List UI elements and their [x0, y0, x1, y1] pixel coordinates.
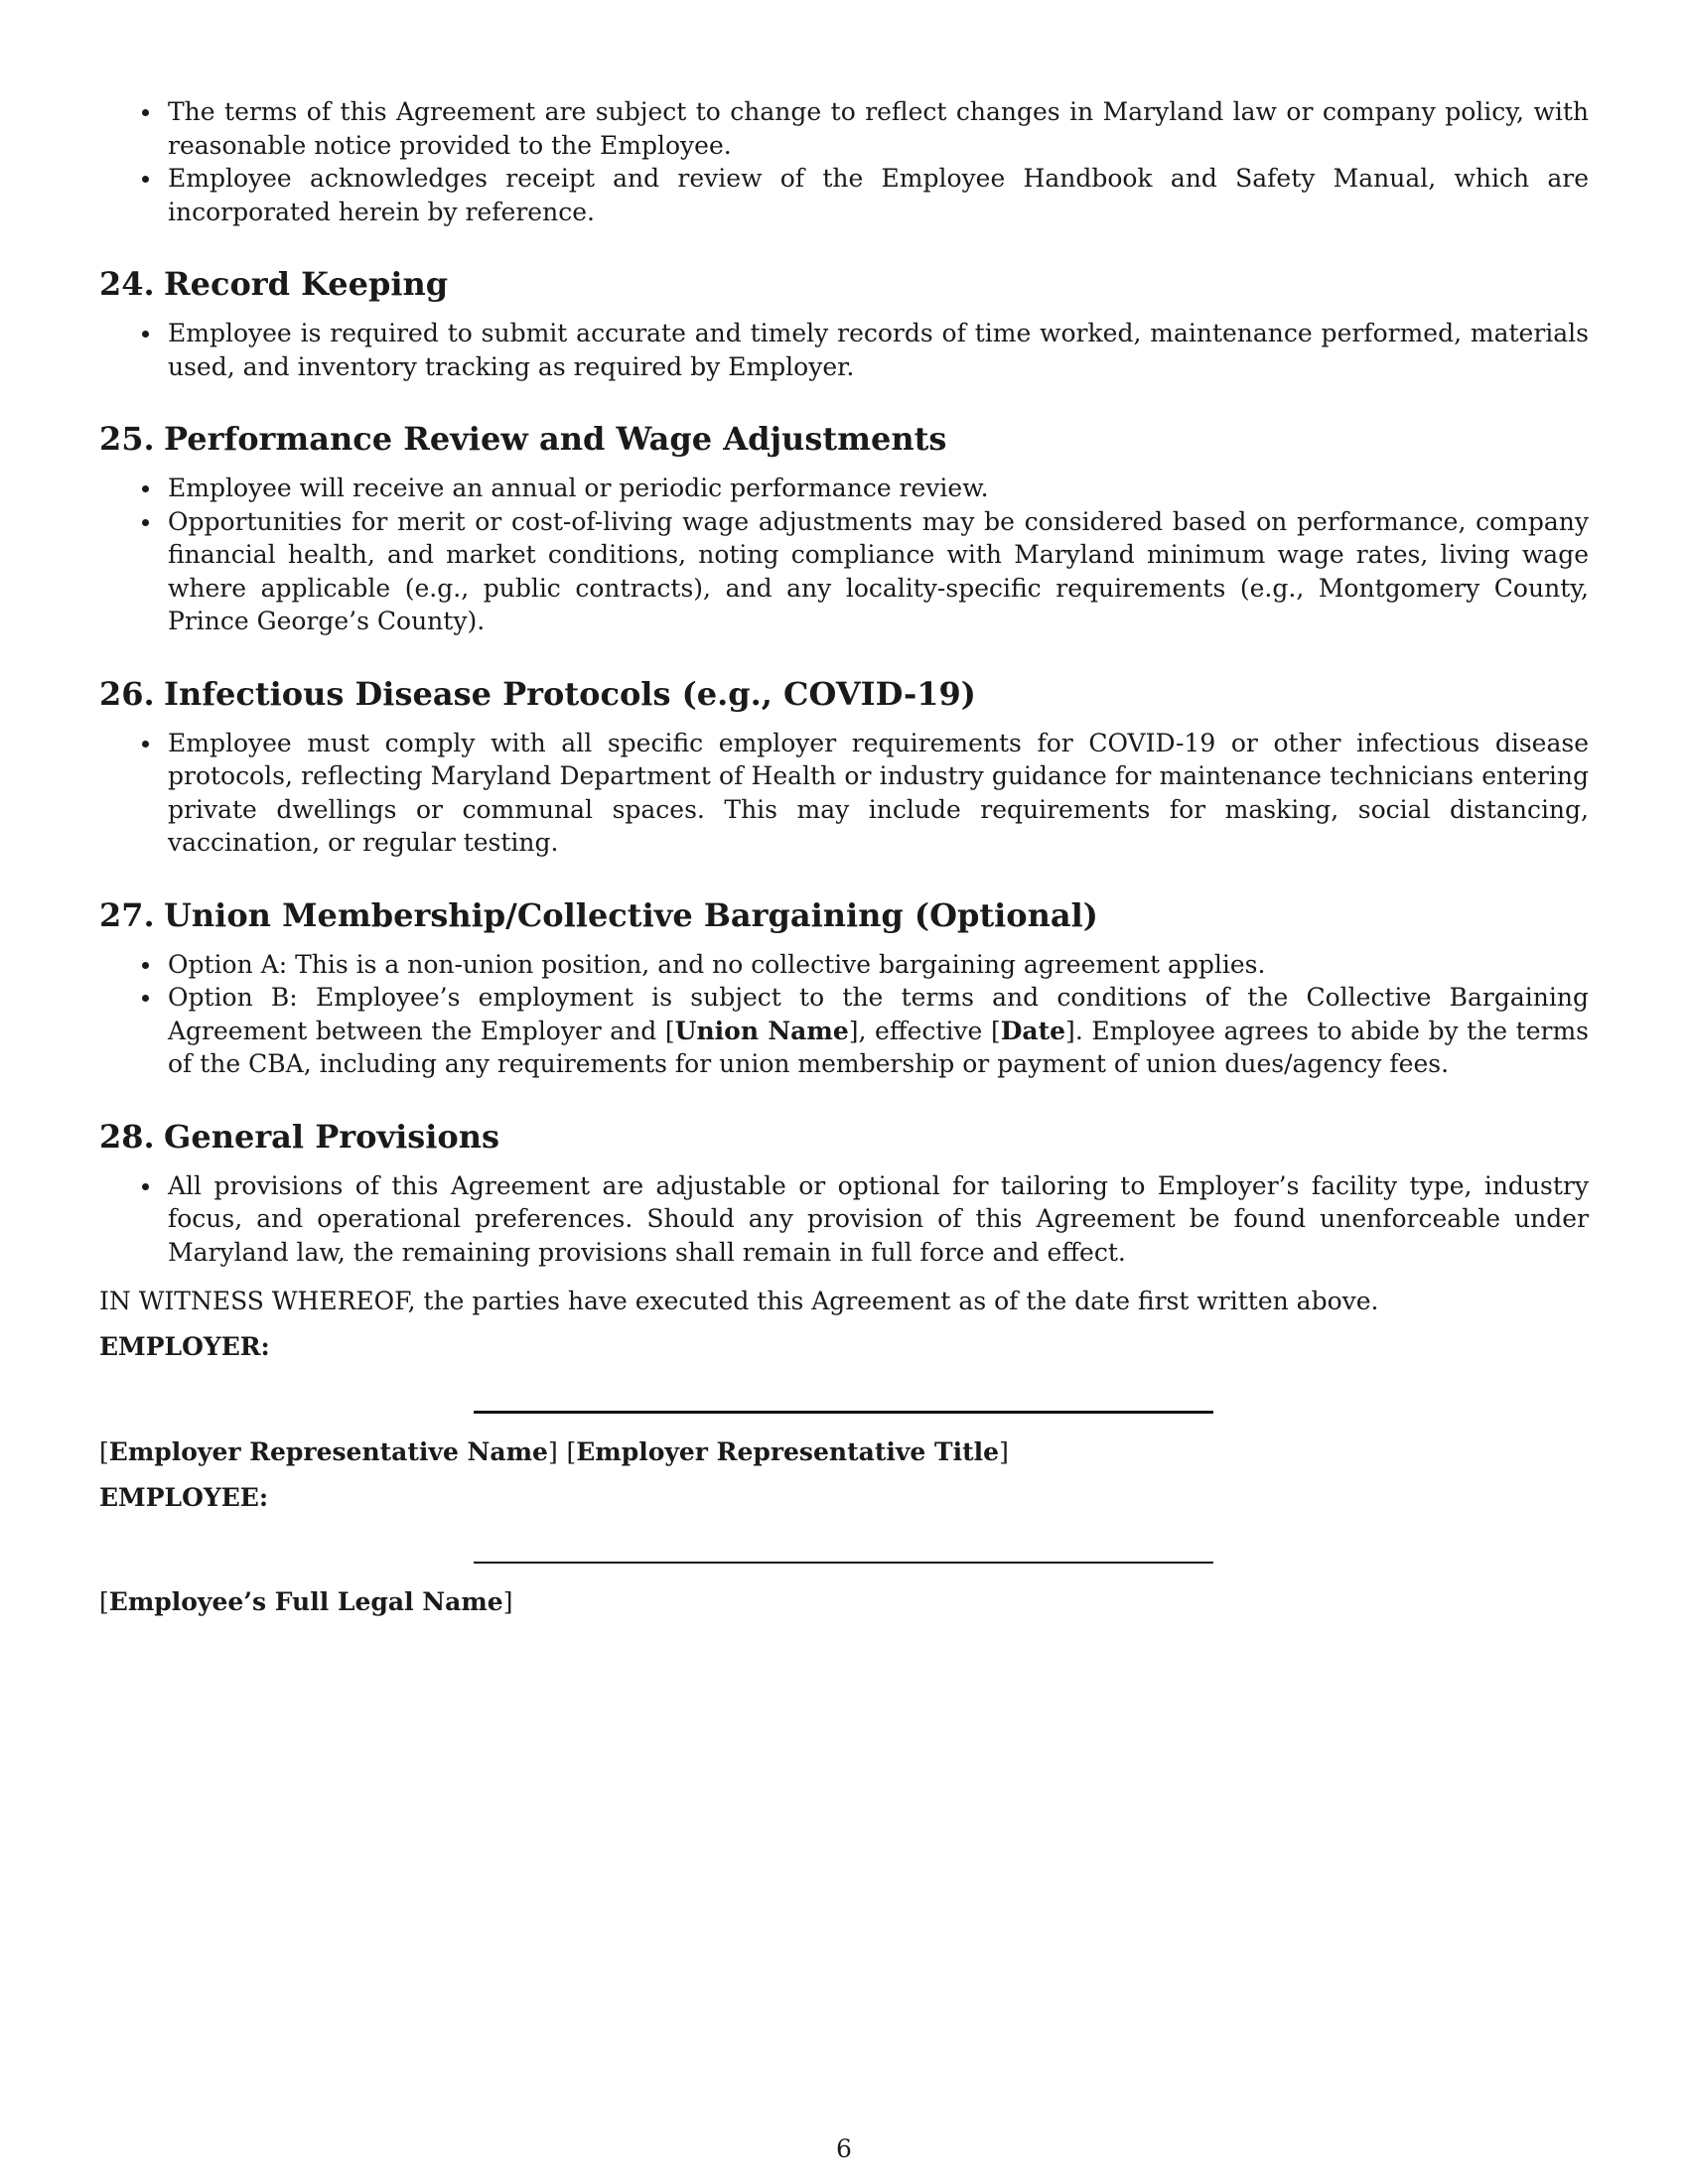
section-number: 25. [99, 420, 155, 458]
employee-label: EMPLOYEE: [99, 1482, 269, 1512]
employer-signature-line[interactable] [474, 1411, 1213, 1414]
section-27-list [99, 948, 1589, 1081]
section-number: 24. [99, 265, 155, 303]
option-b-text: , effective [858, 1016, 991, 1045]
date-placeholder: Date [1000, 1016, 1066, 1045]
section-title: General Provisions [164, 1117, 500, 1156]
option-b-text: . Employee agrees to abide by the terms of the CBA, including any requirements for union membership or payment of union dues/agency fees. [168, 1016, 1589, 1078]
employer-rep-block: [Employer Representative Name] [Employer Representative Title] [99, 1437, 1009, 1466]
list-item-option-a: Option A: This is a non-union position, and no collective bargaining agreement applies. [99, 948, 1589, 982]
section-26-heading [99, 674, 1589, 714]
section-28-list [99, 1169, 1589, 1270]
section-number: 27. [99, 895, 155, 934]
section-title: Union Membership/Collective Bargaining (Optional) [164, 895, 1098, 934]
section-title: Infectious Disease Protocols (e.g., COVID-19) [164, 674, 976, 713]
section-28-heading [99, 1117, 1589, 1157]
list-item: Opportunities for merit or cost-of-living wage adjustments may be considered based on performance, company financial health, and market conditions, noting compliance with Maryland minimum wage rates, living wage where applicable (e.g., public contracts), and any locality-specific requirements (e.g., Montgomery County, Prince George’s County). [99, 505, 1589, 638]
union-name-placeholder: Union Name [674, 1016, 849, 1045]
witness-statement: IN WITNESS WHEREOF, the parties have executed this Agreement as of the date first written above. [99, 1287, 1379, 1315]
intro-list [99, 95, 1589, 228]
section-title: Record Keeping [164, 265, 449, 303]
list-item: Employee will receive an annual or periodic performance review. [99, 472, 1589, 505]
section-24-list [99, 317, 1589, 383]
employee-signature-line[interactable] [474, 1562, 1213, 1564]
section-24-heading [99, 264, 1589, 304]
section-number: 26. [99, 674, 155, 713]
section-27-heading [99, 895, 1589, 935]
list-item: Employee acknowledges receipt and review of the Employee Handbook and Safety Manual, which are incorporated herein by reference. [99, 162, 1589, 228]
list-item-option-b: Option B: Employee’s employment is subject to the terms and conditions of the Collective Bargaining Agreement between the Employer and [Union Name], effective [Date]. Employee agrees to abide by the terms of the CBA, including any requirements for union membership or payment of union dues/agency fees. [99, 981, 1589, 1081]
list-item: The terms of this Agreement are subject to change to reflect changes in Maryland law or company policy, with reasonable notice provided to the Employee. [99, 95, 1589, 162]
employer-rep-name: Employer Representative Name [108, 1437, 548, 1466]
employee-name-block: [Employee’s Full Legal Name] [99, 1587, 513, 1616]
employer-label: EMPLOYER: [99, 1331, 270, 1361]
document-page [99, 95, 1589, 1619]
list-item: Employee is required to submit accurate and timely records of time worked, maintenance performed, materials used, and inventory tracking as required by Employer. [99, 317, 1589, 383]
page-number: 6 [836, 2134, 852, 2163]
list-item: Employee must comply with all specific employer requirements for COVID-19 or other infectious disease protocols, reflecting Maryland Department of Health or industry guidance for maintenance technicians entering private dwellings or communal spaces. This may include requirements for masking, social distancing, vaccination, or regular testing. [99, 727, 1589, 860]
section-25-heading [99, 419, 1589, 459]
employer-rep-title: Employer Representative Title [576, 1437, 1000, 1466]
employee-name: Employee’s Full Legal Name [108, 1587, 503, 1616]
list-item: All provisions of this Agreement are adjustable or optional for tailoring to Employer’s facility type, industry focus, and operational preferences. Should any provision of this Agreement be found unenforceable under Maryland law, the remaining provisions shall remain in full force and effect. [99, 1169, 1589, 1270]
section-title: Performance Review and Wage Adjustments [164, 420, 947, 458]
section-26-list [99, 727, 1589, 860]
option-b-text: Option B: Employee’s employment is subject to the terms and conditions of the Collective Bargaining Agreement between the Employer and [168, 983, 1589, 1045]
section-number: 28. [99, 1117, 155, 1156]
section-25-list [99, 472, 1589, 638]
